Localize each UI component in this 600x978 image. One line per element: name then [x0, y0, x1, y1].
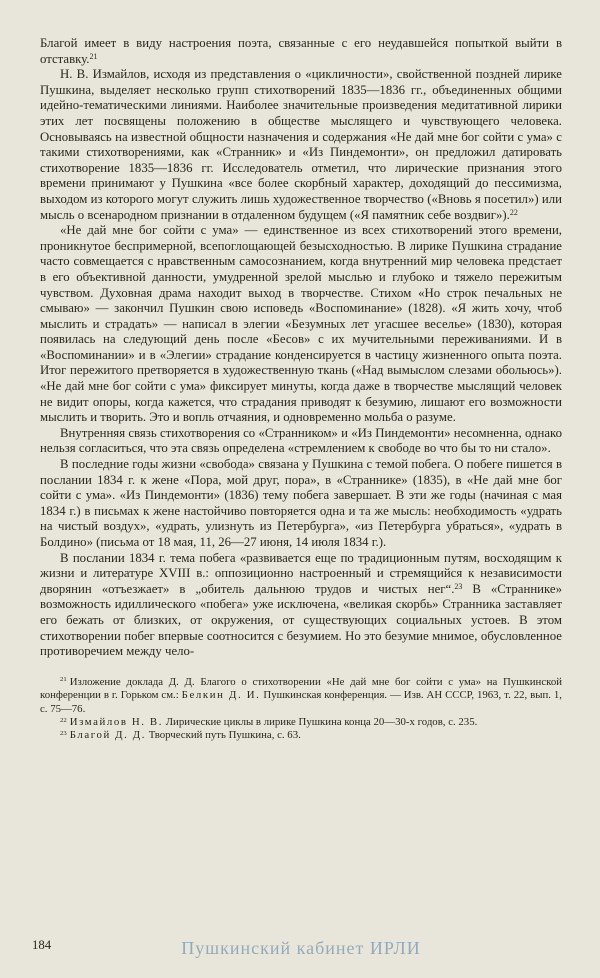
paragraph-text: Н. В. Измайлов, исходя из представления о «цикличности», свойственной поздней лирике Пушкина, выделяет несколько групп стихотворений 1835—1836 гг., объединенных общими идейно-тематическими линиями. Наиболее значительные произведения медитативной лирики этих лет посвящены положению в обществе мыслящего и чувствующего человека. Основываясь на известной общности назначения и содержания «Не дай мне бог сойти с ума» с такими стихотворениями, как «Странник» и «Из Пиндемонти», он предложил датировать стихотворение 1835—1836 гг. Исследователь отметил, что лирические признания этого времени принимают у Пушкина «все более скорбный характер, доходящий до пессимизма, выходом из которого могут служить лишь художественное творчество («Вновь я посетил») или мысль о всенародном признании в отдаленном будущем («Я памятник себе воздвиг»).: [40, 67, 562, 222]
footnote-ref-22: 22: [509, 207, 518, 217]
footnotes-section: [40, 676, 562, 743]
paragraph-text: В «Страннике» возможность идиллического «побега» уже исключена, «великая скорбь» Странника заставляет его бежать от близких, от окружения, от существующих социальных устоев. В этом стихотворении побег впервые соотносится с безумием. Но это безумие мнимое, обусловленное противоречием между чело-: [40, 581, 562, 659]
main-text: [40, 36, 562, 660]
footnote-number: 22: [60, 716, 67, 724]
paragraph: [40, 426, 562, 457]
footnote-text: Лирические циклы в лирике Пушкина конца 20—30-х годов, с. 235.: [163, 715, 478, 728]
footnote-text: Изложение доклада Д. Д. Благого о стихотворении «Не дай мне бог сойти с ума» на Пушкинской конференции в г. Горьком см.:: [40, 675, 562, 702]
paragraph-text: В последние годы жизни «свобода» связана у Пушкина с темой побега. О побеге пишется в послании 1834 г. к жене «Пора, мой друг, пора», в «Страннике» (1835), в «Не дай мне бог сойти с ума». «Из Пиндемонти» (1836) тему побега завершает. В эти же годы (начиная с мая 1834 г.) в письмах к жене настойчиво повторяется одна и та же мысль: необходимость «удрать на чистый воздух», «удрать, улизнуть из Петербурга», «из Петербурга убраться», «удрать в Болдино» (письма от 18 мая, 11, 26—27 июня, 14 июля 1834 г.).: [40, 457, 562, 549]
footnote-text: Пушкинская конференция. — Изв. АН СССР, 1963, т. 22, вып. 1, с. 75—76.: [40, 689, 562, 715]
paragraph: [40, 36, 562, 67]
footnote-author: Белкин Д. И.: [181, 689, 261, 702]
paragraph-text: Благой имеет в виду настроения поэта, связанные с его неудавшейся попыткой выйти в отставку.: [40, 36, 562, 66]
footnote-number: 21: [60, 676, 67, 684]
footnote-author: Благой Д. Д.: [69, 729, 146, 742]
footnote-ref-21: 21: [89, 51, 98, 61]
paragraph-text: В послании 1834 г. тема побега «развивается еще по традиционным путям, восходящим к жизни и литературе XVIII в.: оппозиционно настроенный и стремящийся к независимости дворянин «отъезжает» в „обитель дальнюю трудов и чистых нег“.: [40, 550, 562, 596]
paragraph: [40, 67, 562, 223]
page-footer: [32, 932, 562, 966]
footnote: [40, 729, 562, 742]
footnote-ref-23: 23: [454, 581, 463, 591]
paragraph-text: «Не дай мне бог сойти с ума» — единственное из всех стихотворений этого времени, проникнутое беспримерной, всепоглощающей безысходностью. В лирике Пушкина страдание часто совмещается с нравственным самосознанием, когда внутренний мир человека предстает в его объективной данности, умудренной зрелой мыслью и глубоко и тяжело пережитым чувством. Духовная драма находит выход в творчестве. Стихом «Но строк печальных не смываю» — закончил Пушкин свою исповедь «Воспоминание» (1828). «Я жить хочу, чтоб мыслить и страдать» — написал в элегии «Безумных лет угасшее веселье» (1830), которая появилась на следующий день после «Бесов» с их мучительными переживаниями. И в «Воспоминании» и в «Элегии» страдание конденсируется в частицу жизненного опыта поэта. Итог пережитого претворяется в художественную ткань («Над вымыслом слезами обольюсь»). «Не дай мне бог сойти с ума» фиксирует минуты, когда даже в творчестве мыслящий человек не видит опоры, когда кажется, что страдания приводят к безумию, лишают его возможности мыслить и творить. Это и вопль отчаяния, и одновременно мольба о разуме.: [40, 223, 562, 425]
paragraph: [40, 457, 562, 551]
library-watermark: Пушкинский кабинет ИРЛИ: [181, 938, 421, 958]
footnote: [40, 676, 562, 716]
footnote-author: Измайлов Н. В.: [69, 715, 164, 728]
page-number: 184: [32, 938, 52, 952]
paragraph-text: Внутренняя связь стихотворения со «Странником» и «Из Пиндемонти» несомненна, однако нельзя согласиться, что эта связь определена «стремлением к свободе во что бы то ни стало».: [40, 425, 562, 456]
footnote-text: Творческий путь Пушкина, с. 63.: [146, 729, 301, 742]
paragraph: [40, 551, 562, 660]
footnote-number: 23: [60, 730, 67, 738]
paragraph: [40, 223, 562, 426]
footnote: [40, 716, 562, 729]
